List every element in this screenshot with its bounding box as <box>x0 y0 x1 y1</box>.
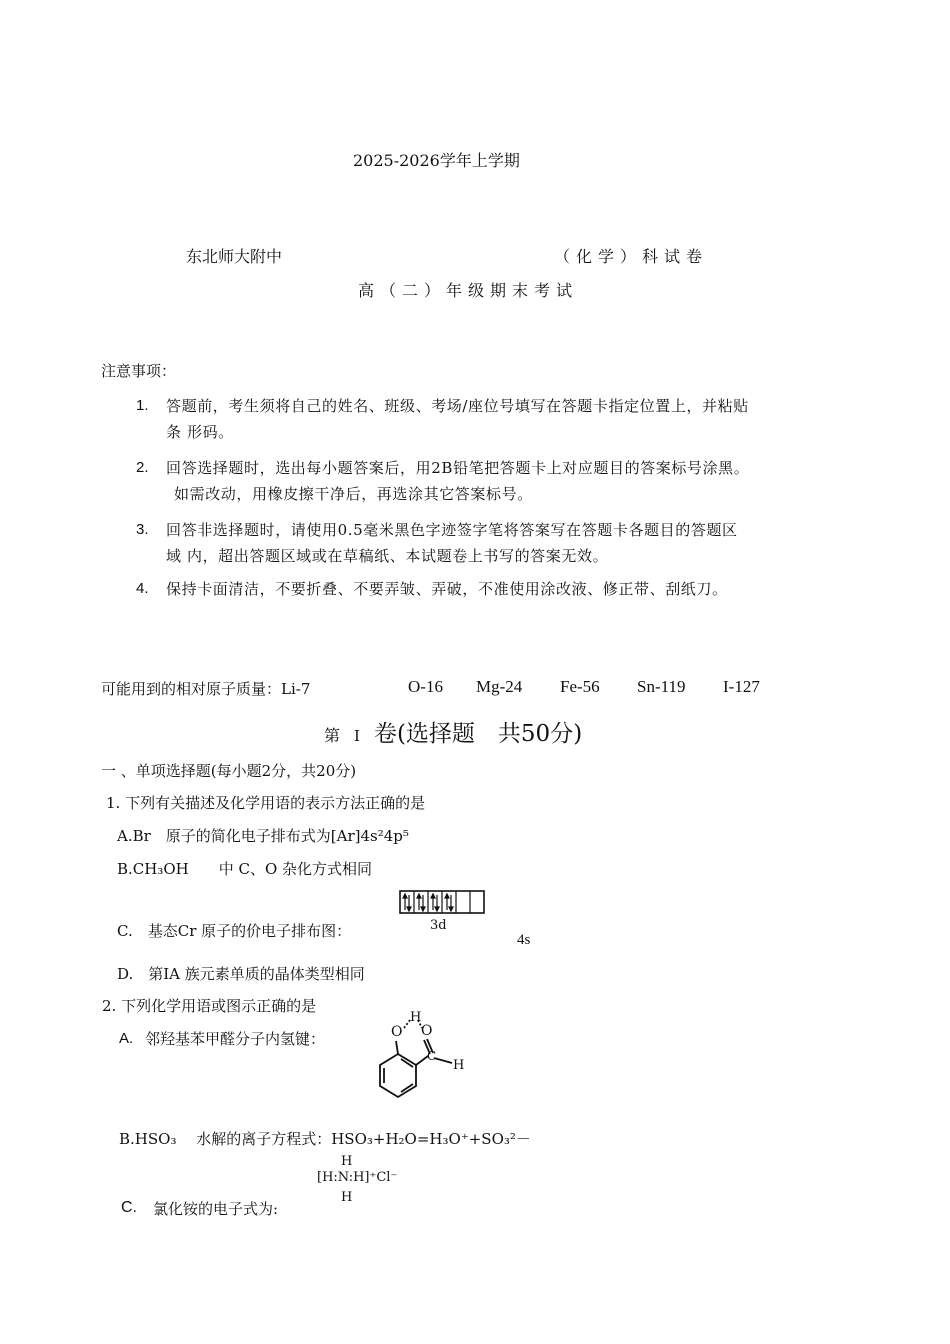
nh4cl-formula: [H:N:H]⁺Cl⁻ <box>317 1170 398 1185</box>
subject-title: （化学）科试卷 <box>554 247 709 266</box>
section-roman: I <box>354 727 360 745</box>
section-prefix: 第 <box>324 726 341 745</box>
notice-item-3-line2: 域 内，超出答题区域或在草稿纸、本试题卷上书写的答案无效。 <box>166 547 609 565</box>
q1-option-b: B.CH₃OH 中 C、O 杂化方式相同 <box>117 860 373 878</box>
notice-item-3-line1: 回答非选择题时，请使用0.5毫米黑色字迹签字笔将答案写在答题卡各题目的答题区 <box>166 521 738 539</box>
q2-option-a-text: 邻羟基苯甲醛分子内氢键： <box>145 1030 326 1048</box>
atom-o-hydroxyl: O <box>391 1024 403 1040</box>
atomic-mass-sn: Sn-119 <box>637 677 686 696</box>
school-name: 东北师大附中 <box>186 247 283 266</box>
atom-o-carbonyl: O <box>421 1023 433 1039</box>
q2-option-c-num: C. <box>121 1199 137 1216</box>
notice-item-1-line1: 答题前，考生须将自己的姓名、班级、考场/座位号填写在答题卡指定位置上，并粘贴 <box>166 397 749 415</box>
part-one-heading: 一 、单项选择题(每小题2分，共20分) <box>101 762 357 780</box>
atomic-mass-i: I-127 <box>723 677 760 696</box>
q2-stem: 2. 下列化学用语或图示正确的是 <box>102 997 317 1015</box>
atomic-mass-mg: Mg-24 <box>476 677 523 696</box>
notice-item-4-num: 4. <box>136 580 149 597</box>
atom-h-hydroxyl: H <box>410 1010 422 1025</box>
notice-item-2-num: 2. <box>136 459 149 476</box>
notice-item-4-line1: 保持卡面清洁，不要折叠、不要弄皱、弄破，不准使用涂改液、修正带、刮纸刀。 <box>166 580 728 598</box>
q1-option-a: A.Br 原子的简化电子排布式为[Ar]4s²4p⁵ <box>117 827 409 845</box>
notice-item-2-line1: 回答选择题时，选出每小题答案后，用2B铅笔把答题卡上对应题目的答案标号涂黑。 <box>166 459 750 477</box>
q1-option-c: C. 基态Cr 原子的价电子排布图： <box>117 922 352 940</box>
nh4cl-top-h: H <box>341 1154 353 1169</box>
section-main: 卷(选择题 共50分) <box>373 721 583 747</box>
orbital-diagram-3d <box>398 888 488 918</box>
atomic-mass-label: 可能用到的相对原子质量：Li-7 <box>101 680 311 698</box>
notice-item-1-line2: 条 形码。 <box>166 423 234 441</box>
exam-title: 高（二）年级期末考试 <box>358 281 579 300</box>
orbital-label-3d: 3d <box>430 918 447 933</box>
atom-h-aldehyde: H <box>453 1058 465 1073</box>
atom-c-carbonyl: C <box>427 1049 437 1063</box>
q1-stem: 1. 下列有关描述及化学用语的表示方法正确的是 <box>106 794 426 812</box>
notice-item-1-num: 1. <box>136 397 149 414</box>
orbital-label-4s: 4s <box>517 932 531 948</box>
notice-item-3-num: 3. <box>136 521 149 538</box>
q2-option-b: B.HSO₃ 水解的离子方程式：HSO₃+H₂O=H₃O⁺+SO₃²－ <box>119 1130 531 1148</box>
atomic-mass-fe: Fe-56 <box>560 677 600 696</box>
notice-item-2-line2: 如需改动，用橡皮擦干净后，再选涂其它答案标号。 <box>174 485 533 503</box>
section-title <box>324 715 582 748</box>
q1-option-d: D. 第IA 族元素单质的晶体类型相同 <box>117 965 365 983</box>
term-title: 2025-2026学年上学期 <box>353 151 520 170</box>
atomic-mass-o: O-16 <box>408 677 443 696</box>
nh4cl-bottom-h: H <box>341 1190 353 1205</box>
q2-option-c-text: 氯化铵的电子式为: <box>153 1200 279 1218</box>
notice-title: 注意事项： <box>101 362 177 380</box>
q2-option-a-num: A. <box>119 1030 134 1047</box>
